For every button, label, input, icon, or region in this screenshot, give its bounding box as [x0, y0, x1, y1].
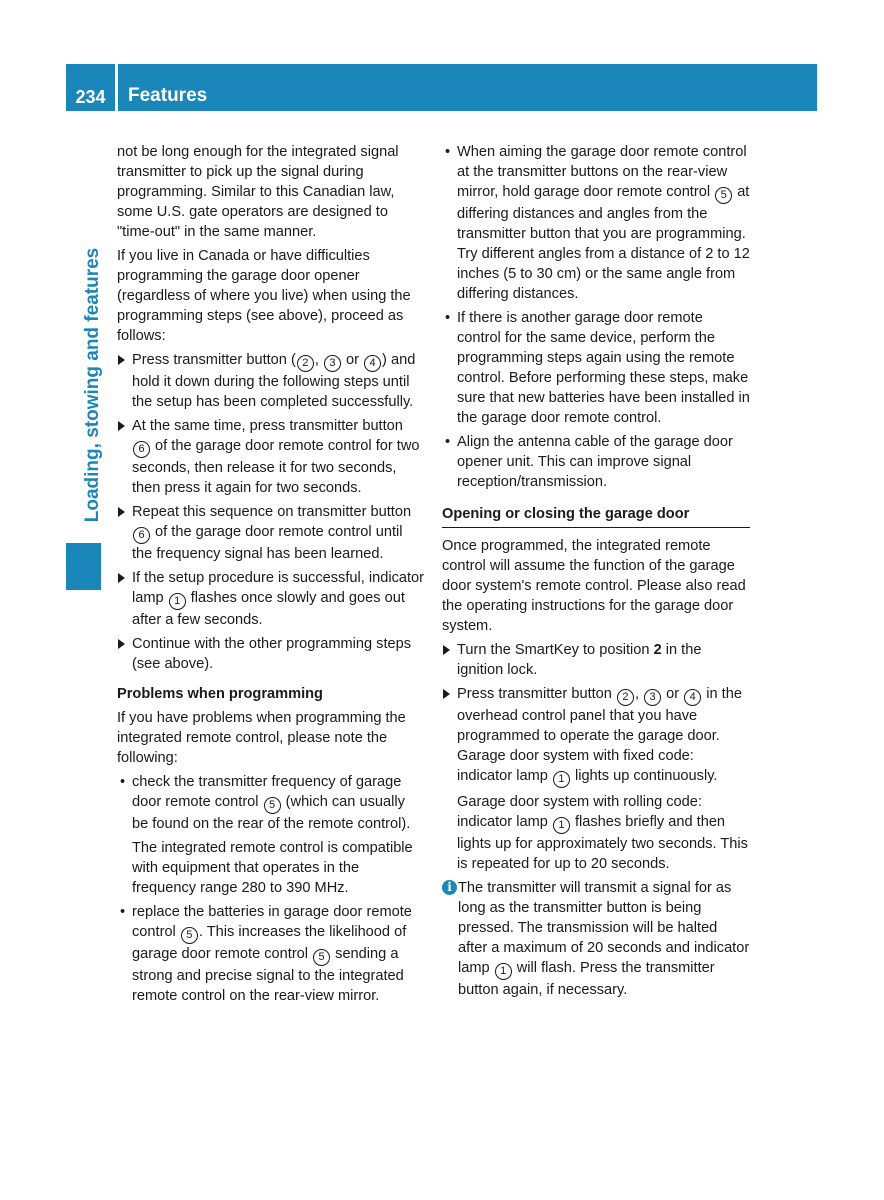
bullet-item: • Align the antenna cable of the garage door opener unit. This can improve signal reception/transmission. [442, 432, 750, 492]
subheading: Problems when programming [117, 686, 323, 702]
paragraph: Once programmed, the integrated remote control will assume the function of the garage door system's remote control. Please also read the operating instructions for the garage door system. [442, 538, 746, 634]
remote-number: 5 [715, 187, 732, 204]
side-tab-label: Loading, stowing and features [82, 247, 103, 523]
button-number: 3 [644, 689, 661, 706]
instruction-step: Press transmitter button 2 , 3 or 4 in the overhead control panel that you have programmed to operate the garage door. Garage door system with fixed code: indicator lamp 1 lights up continuously. [442, 684, 750, 788]
info-note: i The transmitter will transmit a signal for as long as the transmitter button is being pressed. The transmission will be halted after a maximum of 20 seconds and indicator lamp 1 will flash. Press the transmitter button again, if necessary. [442, 878, 750, 1000]
bullet-item: • If there is another garage door remote control for the same device, perform the programming steps again using the remote control. Before performing these steps, make sure that new batteries have been installed in the garage door remote control. [442, 308, 750, 428]
lamp-number: 1 [169, 593, 186, 610]
page-number: 234 [75, 87, 106, 107]
paragraph: If you have problems when programming the integrated remote control, please note the following: [117, 710, 406, 766]
button-number: 6 [133, 527, 150, 544]
left-column [117, 142, 425, 1010]
instruction-step: At the same time, press transmitter button 6 of the garage door remote control for two seconds, then release it for two seconds, then press it again for two seconds. [117, 416, 425, 498]
header-divider [115, 64, 118, 111]
button-number: 3 [324, 355, 341, 372]
button-number: 2 [617, 689, 634, 706]
lamp-number: 1 [495, 963, 512, 980]
instruction-step: If the setup procedure is successful, indicator lamp 1 flashes once slowly and goes out after a few seconds. [117, 568, 425, 630]
button-number: 4 [684, 689, 701, 706]
lamp-number: 1 [553, 771, 570, 788]
remote-number: 5 [313, 949, 330, 966]
section-title: Features [128, 85, 208, 106]
remote-number: 5 [181, 927, 198, 944]
right-column [442, 142, 750, 1004]
button-number: 6 [133, 441, 150, 458]
instruction-step: Continue with the other programming steps (see above). [117, 634, 425, 674]
paragraph: not be long enough for the integrated signal transmitter to pick up the signal during programming. Similar to this Canadian law, some U.S. gate operators are designed to "time-out" in the same manner. [117, 144, 399, 240]
instruction-step: Press transmitter button ( 2 , 3 or 4 ) and hold it down during the following steps until the setup has been completed successfully. [117, 350, 425, 412]
bullet-item: • When aiming the garage door remote control at the transmitter buttons on the rear-view mirror, hold garage door remote control 5 at differing distances and angles from the transmitter button that you are programming. Try different angles from a distance of 2 to 12 inches (5 to 30 cm) or the same angle from differing distances. [442, 142, 750, 304]
step-subparagraph: Garage door system with rolling code: indicator lamp 1 flashes briefly and then lights up for approximately two seconds. This is repeated for up to 20 seconds. [457, 794, 748, 872]
side-tab-marker [66, 543, 101, 590]
bullet-item: • replace the batteries in garage door remote control 5 . This increases the likelihood of garage door remote control 5 sending a strong and precise signal to the integrated remote control on the rear-view mirror. [117, 902, 425, 1006]
instruction-step: Turn the SmartKey to position 2 in the ignition lock. [442, 640, 750, 680]
button-number: 4 [364, 355, 381, 372]
instruction-step: Repeat this sequence on transmitter button 6 of the garage door remote control until the frequency signal has been learned. [117, 502, 425, 564]
info-icon: i [442, 880, 457, 895]
button-number: 2 [297, 355, 314, 372]
paragraph: If you live in Canada or have difficulties programming the garage door opener (regardless of where you live) when using the programming steps (see above), proceed as follows: [117, 248, 411, 344]
subheading: Opening or closing the garage door [442, 504, 750, 528]
lamp-number: 1 [553, 817, 570, 834]
bullet-subparagraph: The integrated remote control is compatible with equipment that operates in the frequency range 280 to 390 MHz. [132, 840, 413, 896]
bullet-item: • check the transmitter frequency of garage door remote control 5 (which can usually be found on the rear of the remote control). [117, 772, 425, 834]
remote-number: 5 [264, 797, 281, 814]
